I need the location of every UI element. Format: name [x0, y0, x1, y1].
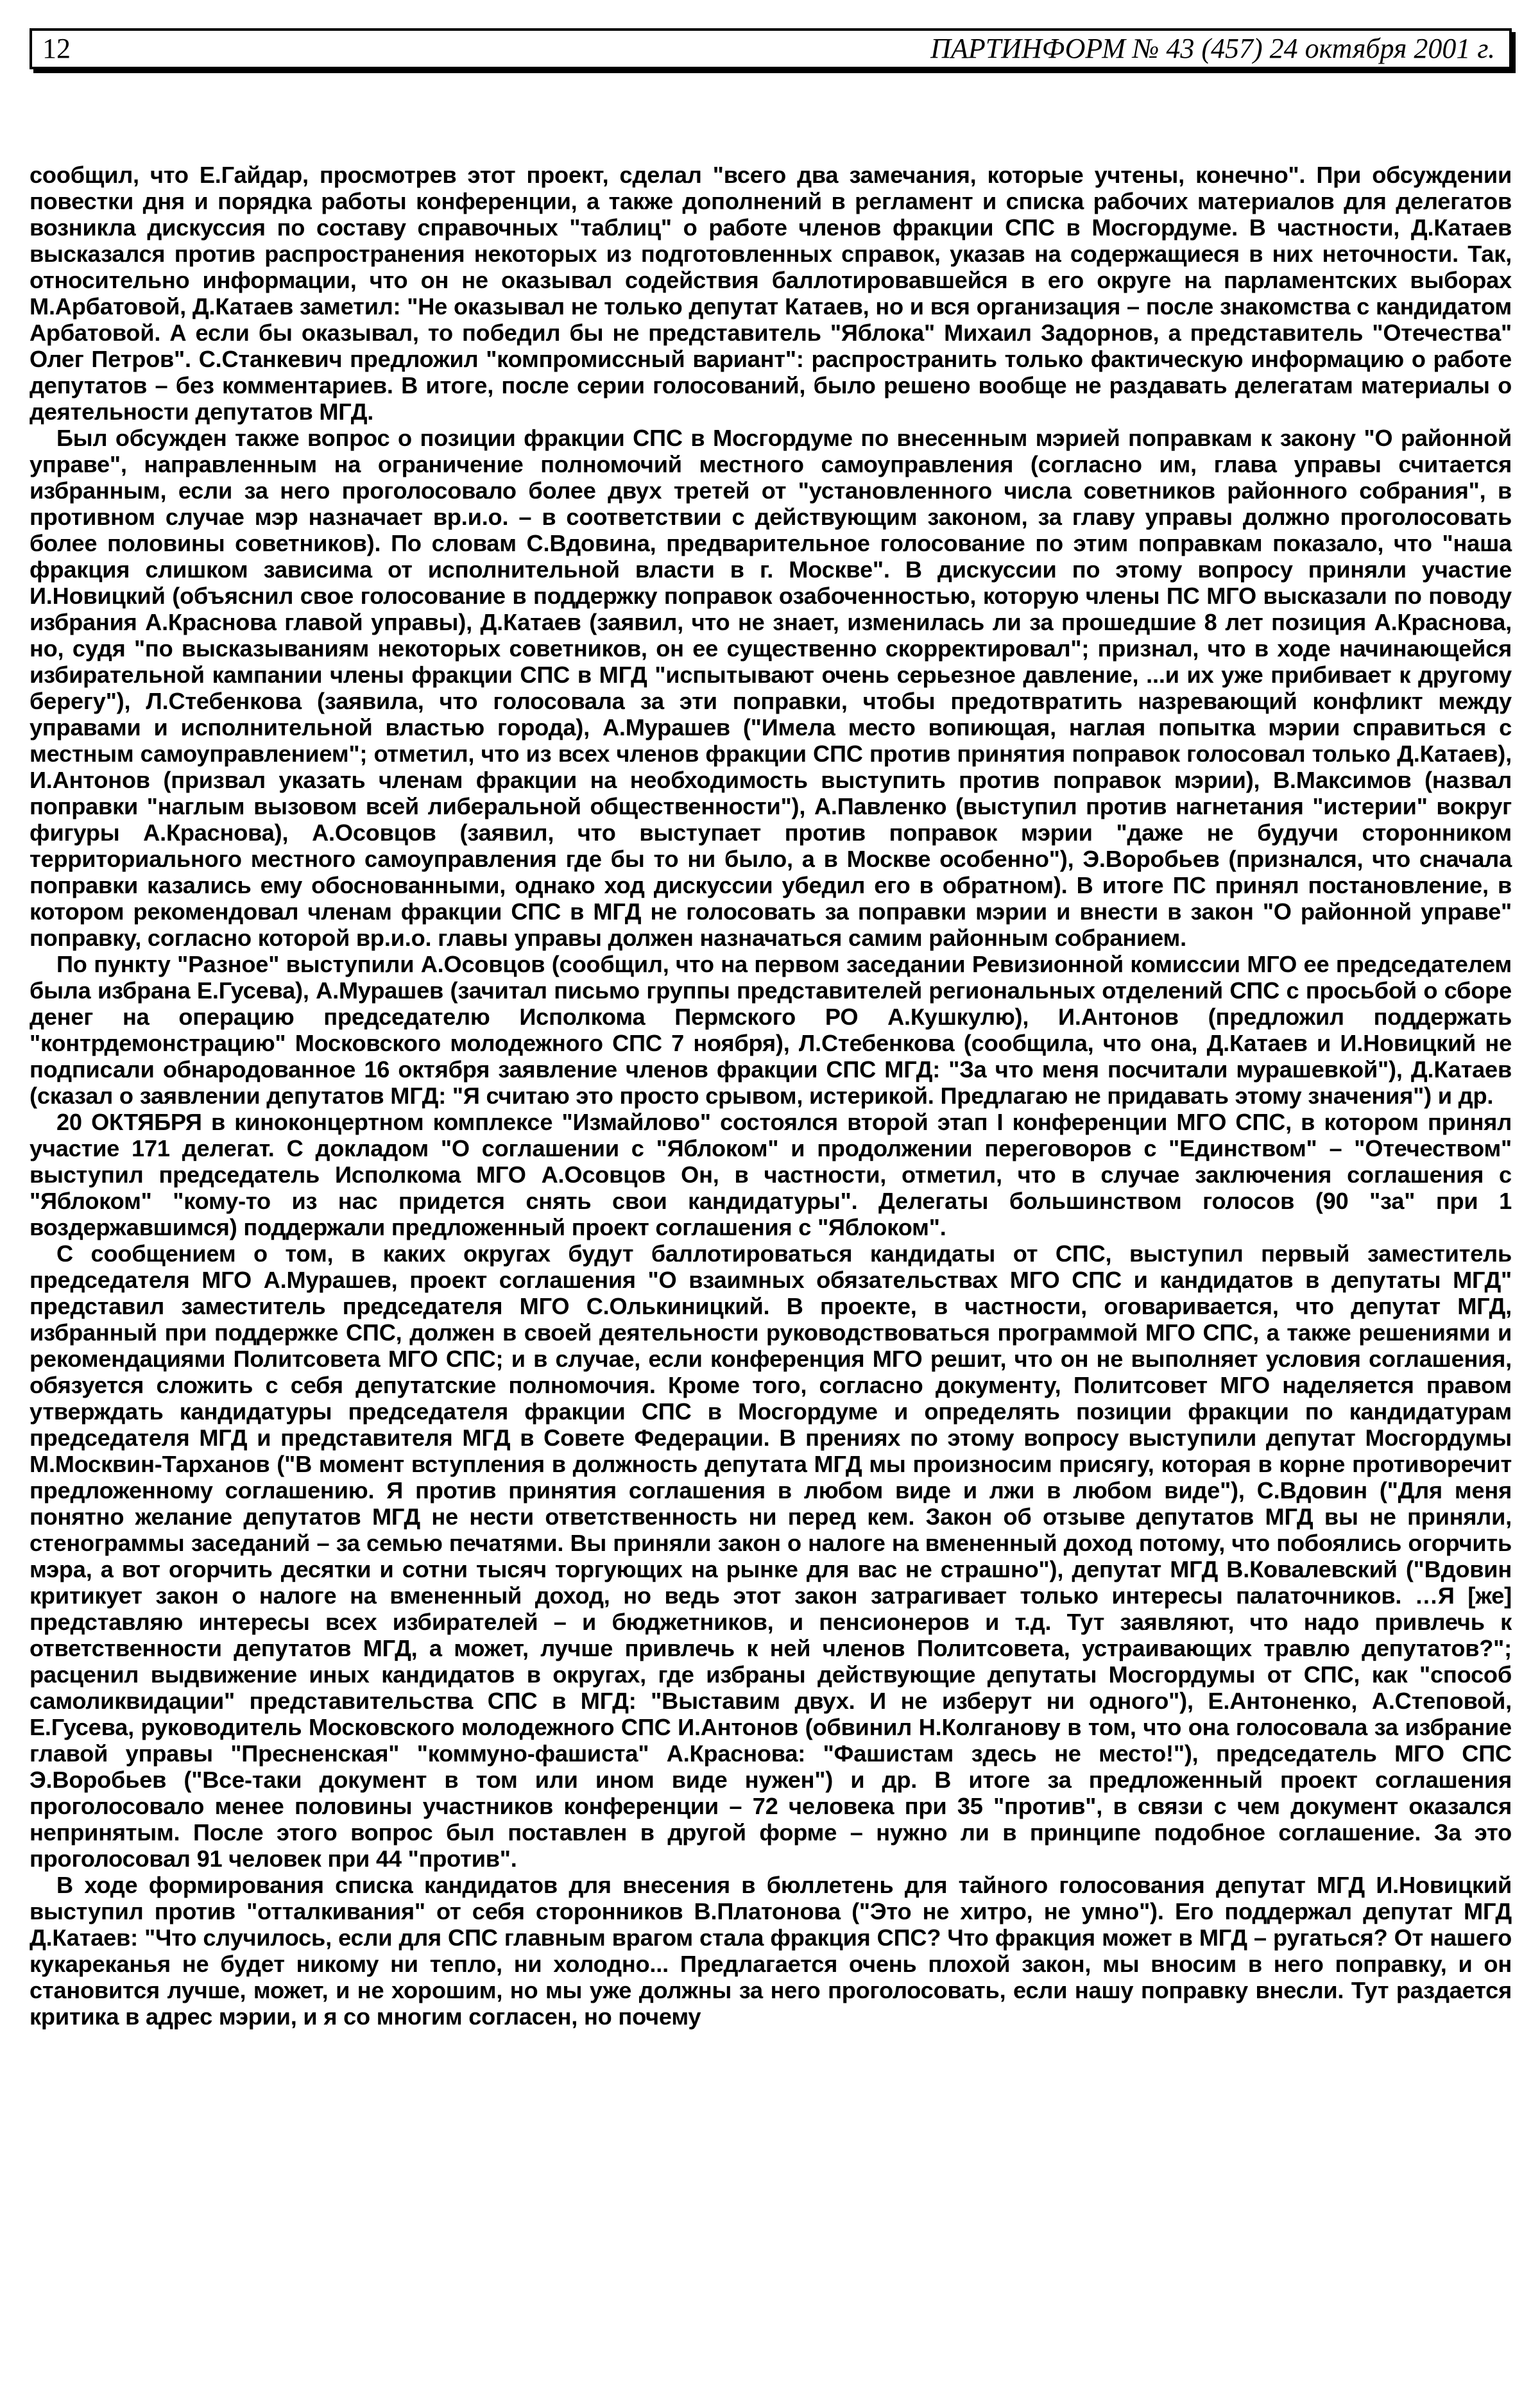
issue-title: ПАРТИНФОРМ № 43 (457) 24 октября 2001 г.	[930, 33, 1495, 64]
page-header	[30, 28, 1512, 69]
paragraph: В ходе формирования списка кандидатов для внесения в бюллетень для тайного голосования депутат МГД И.Новицкий выступил против "отталкивания" от себя сторонников В.Платонова ("Это не хитро, не умно"). Его поддержал депутат МГД Д.Катаев: "Что случилось, если для СПС главным врагом стала фракция СПС? Что фракция может в МГД – ругаться? От нашего кукареканья не будет никому ни тепло, ни холодно... Предлагается очень плохой закон, мы вносим в него поправку, и он становится лучше, может, и не хорошим, но мы уже должны за него проголосовать, если нашу поправку внесли. Тут раздается критика в адрес мэрии, и я со многим согласен, но почему	[30, 1872, 1512, 2030]
page	[30, 28, 1512, 2030]
paragraph: По пункту "Разное" выступили А.Осовцов (сообщил, что на первом заседании Ревизионной комиссии МГО ее председателем была избрана Е.Гусева), А.Мурашев (зачитал письмо группы представителей региональных отделений СПС с просьбой о сборе денег на операцию председателю Исполкома Пермского РО А.Кушкулю), И.Антонов (предложил поддержать "контрдемонстрацию" Московского молодежного СПС 7 ноября), Л.Стебенкова (сообщила, что она, Д.Катаев и И.Новицкий не подписали обнародованное 16 октября заявление членов фракции СПС МГД: "За что меня посчитали мурашевкой"), Д.Катаев (сказал о заявлении депутатов МГД: "Я считаю это просто срывом, истерикой. Предлагаю не придавать этому значения") и др.	[30, 951, 1512, 1109]
article-body	[30, 162, 1512, 2030]
paragraph: сообщил, что Е.Гайдар, просмотрев этот проект, сделал "всего два замечания, которые учтены, конечно". При обсуждении повестки дня и порядка работы конференции, а также дополнений в регламент и списка рабочих материалов для делегатов возникла дискуссия по составу справочных "таблиц" о работе членов фракции СПС в Мосгордуме. В частности, Д.Катаев высказался против распространения некоторых из подготовленных справок, указав на содержащиеся в них неточности. Так, относительно информации, что он не оказывал содействия баллотировавшейся в его округе на парламентских выборах М.Арбатовой, Д.Катаев заметил: "Не оказывал не только депутат Катаев, но и вся организация – после знакомства с кандидатом Арбатовой. А если бы оказывал, то победил бы не представитель "Яблока" Михаил Задорнов, а представитель "Отечества" Олег Петров". С.Станкевич предложил "компромиссный вариант": распространить только фактическую информацию о работе депутатов – без комментариев. В итоге, после серии голосований, было решено вообще не раздавать делегатам материалы о деятельности депутатов МГД.	[30, 162, 1512, 425]
page-number: 12	[42, 33, 71, 64]
paragraph: 20 ОКТЯБРЯ в киноконцертном комплексе "Измайлово" состоялся второй этап I конференции МГО СПС, в котором принял участие 171 делегат. С докладом "О соглашении с "Яблоком" и продолжении переговоров с "Единством" – "Отечеством" выступил председатель Исполкома МГО А.Осовцов Он, в частности, отметил, что в случае заключения соглашения с "Яблоком" "кому-то из нас придется снять свои кандидатуры". Делегаты большинством голосов (90 "за" при 1 воздержавшимся) поддержали предложенный проект соглашения с "Яблоком".	[30, 1109, 1512, 1240]
paragraph: Был обсужден также вопрос о позиции фракции СПС в Мосгордуме по внесенным мэрией поправкам к закону "О районной управе", направленным на ограничение полномочий местного самоуправления (согласно им, глава управы считается избранным, если за него проголосовало более двух третей от "установленного числа советников районного собрания", в противном случае мэр назначает вр.и.о. – в соответствии с действующим законом, за главу управы должно проголосовать более половины советников). По словам С.Вдовина, предварительное голосование по этим поправкам показало, что "наша фракция слишком зависима от исполнительной власти в г. Москве". В дискуссии по этому вопросу приняли участие И.Новицкий (объяснил свое голосование в поддержку поправок озабоченностью, которую члены ПС МГО высказали по поводу избрания А.Краснова главой управы), Д.Катаев (заявил, что не знает, изменилась ли за прошедшие 8 лет позиция А.Краснова, но, судя "по высказываниям некоторых советников, он ее существенно скорректировал"; признал, что в ходе начинающейся избирательной кампании члены фракции СПС в МГД "испытывают очень серьезное давление, ...и их уже прибивает к другому берегу"), Л.Стебенкова (заявила, что голосовала за эти поправки, чтобы предотвратить назревающий конфликт между управами и исполнительной властью города), А.Мурашев ("Имела место вопиющая, наглая попытка мэрии справиться с местным самоуправлением"; отметил, что из всех членов фракции СПС против принятия поправок голосовал только Д.Катаев), И.Антонов (призвал указать членам фракции на необходимость выступить против поправок мэрии), В.Максимов (назвал поправки "наглым вызовом всей либеральной общественности"), А.Павленко (выступил против нагнетания "истерии" вокруг фигуры А.Краснова), А.Осовцов (заявил, что выступает против поправок мэрии "даже не будучи сторонником территориального местного самоуправления где бы то ни было, а в Москве особенно"), Э.Воробьев (признался, что сначала поправки казались ему обоснованными, однако ход дискуссии убедил его в обратном). В итоге ПС принял постановление, в котором рекомендовал членам фракции СПС в МГД не голосовать за поправки мэрии и внести в закон "О районной управе" поправку, согласно которой вр.и.о. главы управы должен назначаться самим районным собранием.	[30, 425, 1512, 951]
paragraph: С сообщением о том, в каких округах будут баллотироваться кандидаты от СПС, выступил первый заместитель председателя МГО А.Мурашев, проект соглашения "О взаимных обязательствах МГО СПС и кандидатов в депутаты МГД" представил заместитель председателя МГО С.Олькиницкий. В проекте, в частности, оговаривается, что депутат МГД, избранный при поддержке СПС, должен в своей деятельности руководствоваться программой МГО СПС, а также решениями и рекомендациями Политсовета МГО СПС; и в случае, если конференция МГО решит, что он не выполняет условия соглашения, обязуется сложить с себя депутатские полномочия. Кроме того, согласно документу, Политсовет МГО наделяется правом утверждать кандидатуры председателя фракции СПС в Мосгордуме и определять позиции фракции по кандидатурам председателя МГД и представителя МГД в Совете Федерации. В прениях по этому вопросу выступили депутат Мосгордумы М.Москвин-Тарханов ("В момент вступления в должность депутата МГД мы произносим присягу, которая в корне противоречит предложенному соглашению. Я против принятия соглашения в любом виде и лжи в любом виде"), С.Вдовин ("Для меня понятно желание депутатов МГД не нести ответственность ни перед кем. Закон об отзыве депутатов МГД вы не приняли, стенограммы заседаний – за семью печатями. Вы приняли закон о налоге на вмененный доход потому, что побоялись огорчить мэра, а вот огорчить десятки и сотни тысяч торгующих на рынке для вас не страшно"), депутат МГД В.Ковалевский ("Вдовин критикует закон о налоге на вмененный доход, но ведь этот закон затрагивает только интересы палаточников. …Я [же] представляю интересы всех избирателей – и бюджетников, и пенсионеров и т.д. Тут заявляют, что надо привлечь к ответственности депутатов МГД, а может, лучше привлечь к ней членов Политсовета, устраивающих травлю депутатов?"; расценил выдвижение иных кандидатов в округах, где избраны действующие депутаты Мосгордумы от СПС, как "способ самоликвидации" представительства СПС в МГД: "Выставим двух. И не изберут ни одного"), Е.Антоненко, А.Степовой, Е.Гусева, руководитель Московского молодежного СПС И.Антонов (обвинил Н.Колганову в том, что она голосовала за избрание главой управы "Пресненская" "коммуно-фашиста" А.Краснова: "Фашистам здесь не место!"), председатель МГО СПС Э.Воробьев ("Все-таки документ в том или ином виде нужен") и др. В итоге за предложенный проект соглашения проголосовало менее половины участников конференции – 72 человека при 35 "против", в связи с чем документ оказался непринятым. После этого вопрос был поставлен в другой форме – нужно ли в принципе подобное соглашение. За это проголосовал 91 человек при 44 "против".	[30, 1240, 1512, 1872]
